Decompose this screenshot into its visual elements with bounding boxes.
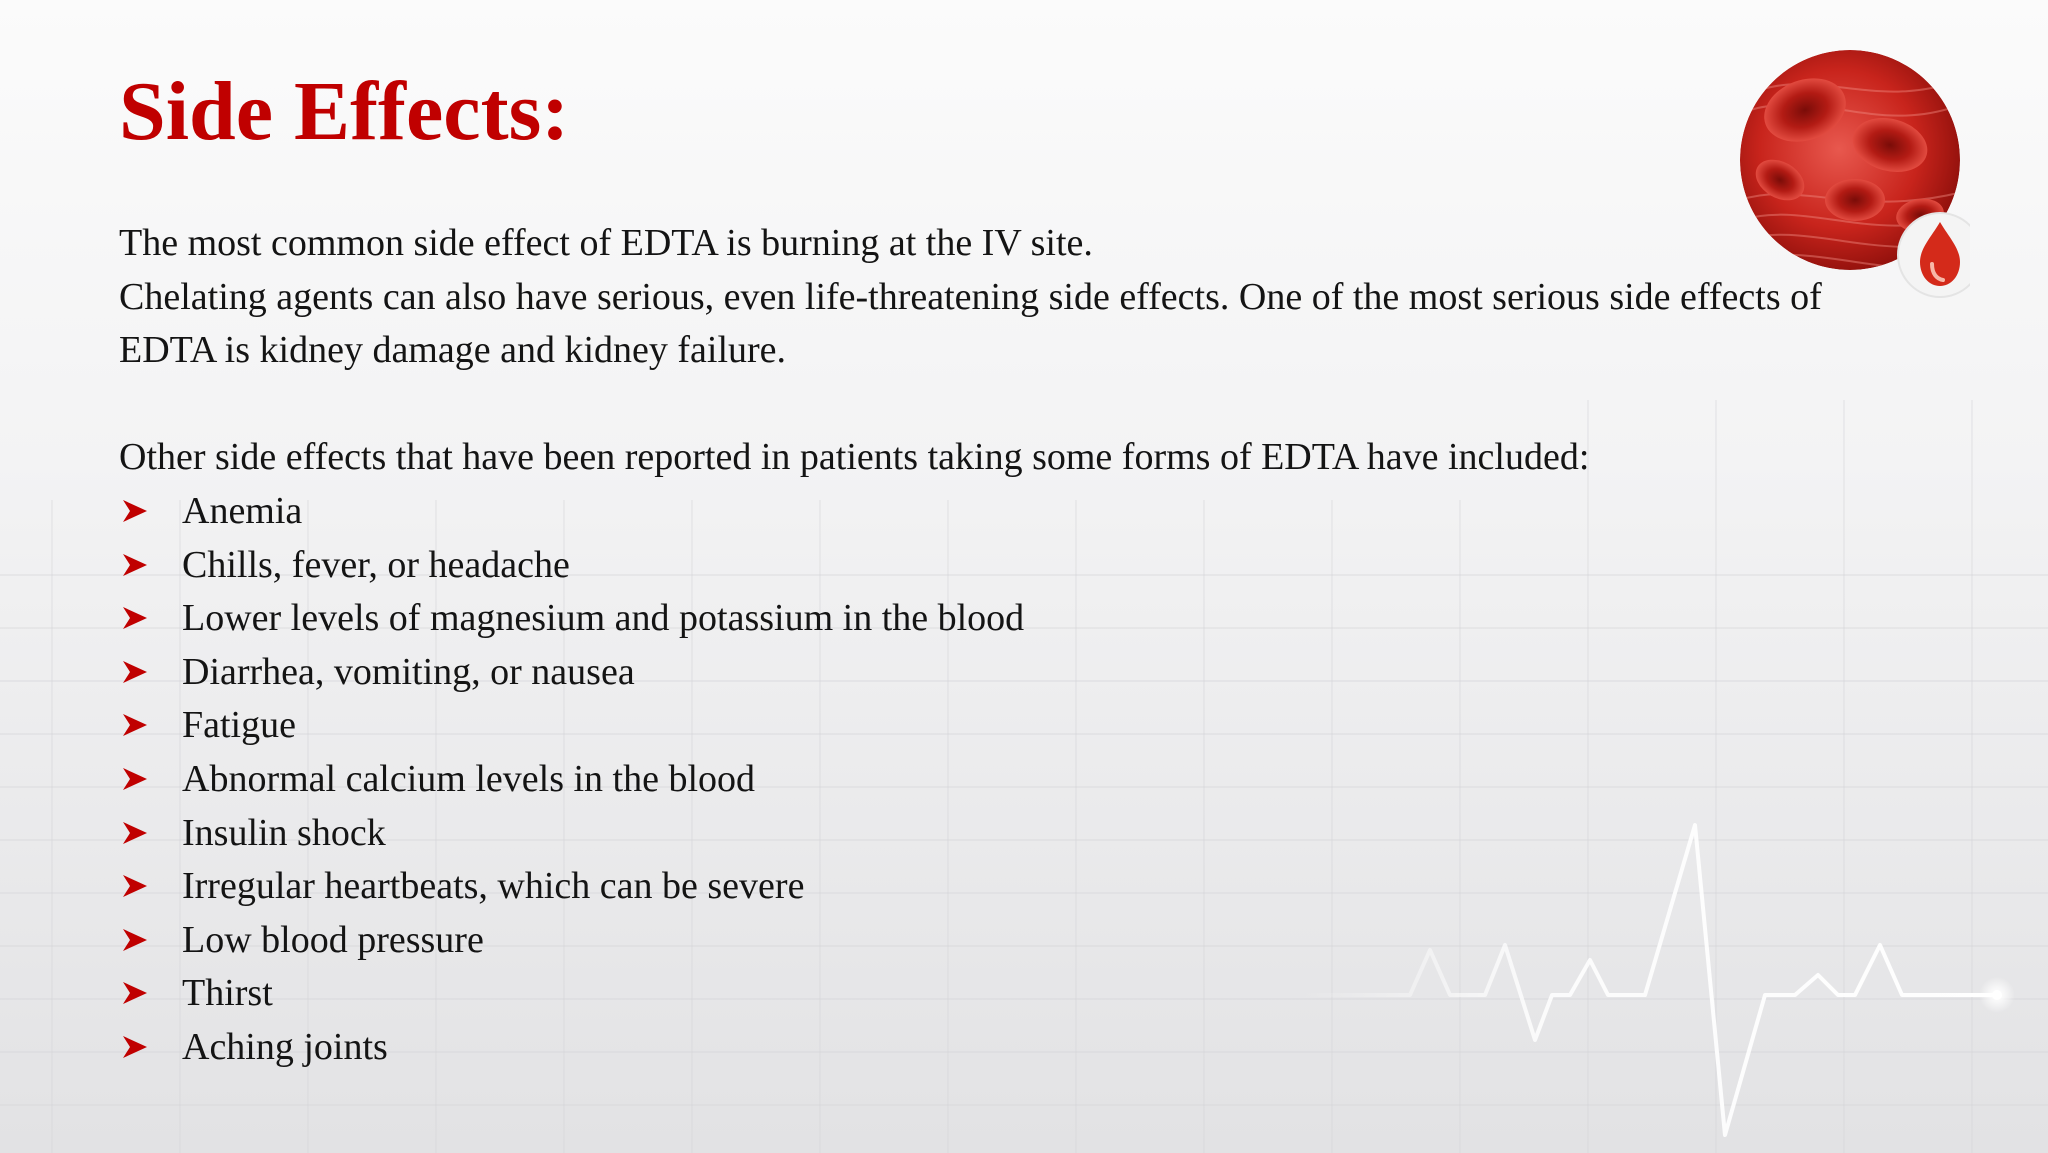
list-item [119, 485, 1899, 539]
arrow-bullet-icon [122, 659, 148, 685]
arrow-bullet-icon [122, 873, 148, 899]
list-item [119, 1021, 1899, 1075]
arrow-bullet-icon [122, 980, 148, 1006]
list-item-text: Thirst [182, 972, 273, 1015]
paragraph-common-side-effect: The most common side effect of EDTA is burning at the IV site. [119, 222, 1093, 264]
list-item-text: Chills, fever, or headache [182, 543, 570, 586]
arrow-bullet-icon [122, 605, 148, 631]
list-item [119, 967, 1899, 1021]
side-effects-list [119, 485, 1899, 1075]
list-item [119, 699, 1899, 753]
list-item-text: Irregular heartbeats, which can be severe [182, 865, 805, 908]
arrow-bullet-icon [122, 927, 148, 953]
list-item [119, 753, 1899, 807]
list-item [119, 539, 1899, 593]
spacer [119, 378, 1899, 432]
slide-content [119, 217, 1899, 1075]
list-item [119, 914, 1899, 968]
arrow-bullet-icon [122, 1034, 148, 1060]
list-item [119, 646, 1899, 700]
list-item-text: Low blood pressure [182, 918, 484, 961]
list-item-text: Diarrhea, vomiting, or nausea [182, 650, 635, 693]
list-item-text: Insulin shock [182, 811, 386, 854]
arrow-bullet-icon [122, 712, 148, 738]
list-item-text: Abnormal calcium levels in the blood [182, 757, 756, 800]
list-item-text: Lower levels of magnesium and potassium in the blood [182, 597, 1025, 640]
list-item [119, 860, 1899, 914]
arrow-bullet-icon [122, 820, 148, 846]
list-item-text: Aching joints [182, 1025, 388, 1068]
arrow-bullet-icon [122, 552, 148, 578]
list-item [119, 807, 1899, 861]
arrow-bullet-icon [122, 498, 148, 524]
paragraph-list-intro: Other side effects that have been reported in patients taking some forms of EDTA have included: [119, 436, 1590, 479]
blood-cells-logo [1740, 50, 1970, 300]
list-item-text: Fatigue [182, 704, 296, 747]
list-item-text: Anemia [182, 489, 303, 532]
arrow-bullet-icon [122, 766, 148, 792]
paragraph-serious-side-effects: Chelating agents can also have serious, even life-threatening side effects. One of the most serious side effects of EDTA is kidney damage and kidney failure. [119, 275, 1822, 372]
list-item [119, 592, 1899, 646]
slide-title: Side Effects: [119, 65, 570, 158]
